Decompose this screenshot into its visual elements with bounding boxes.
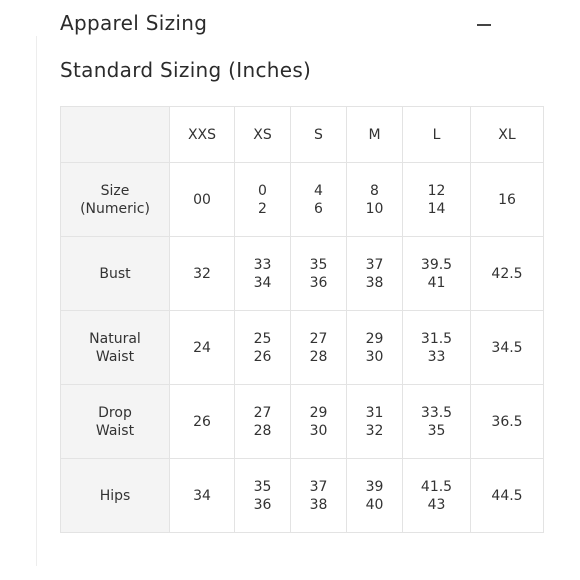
cell-bust-s [291, 237, 347, 311]
cell-hips-xxs [170, 459, 235, 533]
cell-natural-waist-m [347, 311, 403, 385]
size-chart-table [60, 106, 544, 533]
cell-value: 34 [253, 274, 272, 291]
column-header-xxs: XXS [170, 107, 235, 163]
row-label-line: Size [100, 182, 130, 199]
cell-drop-waist-m [347, 385, 403, 459]
column-header-m: M [347, 107, 403, 163]
row-label-line: Waist [95, 348, 135, 365]
cell-value: 16 [498, 191, 516, 208]
table-corner-cell [61, 107, 170, 163]
cell-value: 31 [365, 404, 384, 421]
row-label-line: Drop [98, 404, 132, 421]
cell-natural-waist-s [291, 311, 347, 385]
table-body [61, 163, 544, 533]
cell-value: 44.5 [491, 487, 523, 504]
cell-size-numeric-l [403, 163, 471, 237]
cell-natural-waist-xl [471, 311, 544, 385]
cell-size-numeric-xs [235, 163, 291, 237]
cell-bust-xs [235, 237, 291, 311]
cell-value: 33 [253, 256, 272, 273]
cell-value: 14 [427, 200, 446, 217]
accordion-title: Apparel Sizing [60, 11, 208, 35]
cell-drop-waist-l [403, 385, 471, 459]
cell-size-numeric-s [291, 163, 347, 237]
cell-value: 39 [365, 478, 384, 495]
cell-natural-waist-l [403, 311, 471, 385]
cell-value: 33.5 [420, 404, 453, 421]
cell-value: 32 [365, 422, 384, 439]
cell-hips-l [403, 459, 471, 533]
cell-value: 36 [309, 274, 328, 291]
cell-size-numeric-xl [471, 163, 544, 237]
section-title: Standard Sizing (Inches) [60, 58, 312, 82]
row-label-line: Natural [89, 330, 141, 347]
cell-value: 33 [427, 348, 446, 365]
accordion-header-apparel-sizing[interactable] [60, 8, 500, 38]
cell-value: 41.5 [420, 478, 453, 495]
cell-value: 38 [309, 496, 328, 513]
cell-value: 36.5 [491, 413, 523, 430]
cell-size-numeric-m [347, 163, 403, 237]
row-label-hips [61, 459, 170, 533]
cell-value: 34.5 [491, 339, 523, 356]
table-row-drop-waist [61, 385, 544, 459]
cell-bust-xxs [170, 237, 235, 311]
cell-value: 35 [309, 256, 328, 273]
cell-value: 41 [427, 274, 446, 291]
cell-value: 31.5 [420, 330, 453, 347]
cell-size-numeric-xxs [170, 163, 235, 237]
cell-drop-waist-xl [471, 385, 544, 459]
cell-hips-m [347, 459, 403, 533]
divider [36, 36, 37, 566]
cell-bust-l [403, 237, 471, 311]
cell-value: 40 [365, 496, 384, 513]
row-label-line: Hips [99, 487, 131, 504]
cell-value: 2 [258, 200, 267, 217]
cell-value: 30 [309, 422, 328, 439]
cell-value: 36 [253, 496, 272, 513]
row-label-bust [61, 237, 170, 311]
minus-icon[interactable] [476, 15, 492, 31]
row-label-drop-waist [61, 385, 170, 459]
table-row-size-numeric [61, 163, 544, 237]
column-header-s: S [291, 107, 347, 163]
cell-value: 6 [314, 200, 323, 217]
cell-value: 35 [427, 422, 446, 439]
cell-value: 32 [193, 265, 211, 282]
cell-value: 28 [253, 422, 272, 439]
column-header-l: L [403, 107, 471, 163]
cell-bust-xl [471, 237, 544, 311]
cell-hips-xs [235, 459, 291, 533]
cell-value: 8 [370, 182, 379, 199]
column-header-xs: XS [235, 107, 291, 163]
row-label-line: Bust [99, 265, 131, 282]
table-header-row [61, 107, 544, 163]
table-row-natural-waist [61, 311, 544, 385]
row-label-line: Waist [95, 422, 135, 439]
table-row-bust [61, 237, 544, 311]
cell-value: 37 [365, 256, 384, 273]
cell-value: 29 [365, 330, 384, 347]
cell-value: 42.5 [491, 265, 523, 282]
cell-value: 10 [365, 200, 384, 217]
cell-drop-waist-xs [235, 385, 291, 459]
cell-value: 26 [253, 348, 272, 365]
cell-value: 4 [314, 182, 323, 199]
cell-natural-waist-xxs [170, 311, 235, 385]
cell-value: 00 [193, 191, 211, 208]
cell-value: 39.5 [420, 256, 453, 273]
cell-value: 37 [309, 478, 328, 495]
cell-value: 27 [253, 404, 272, 421]
cell-value: 35 [253, 478, 272, 495]
cell-value: 30 [365, 348, 384, 365]
row-label-line: (Numeric) [80, 200, 150, 217]
cell-value: 0 [258, 182, 267, 199]
cell-value: 26 [193, 413, 211, 430]
cell-drop-waist-s [291, 385, 347, 459]
cell-natural-waist-xs [235, 311, 291, 385]
cell-value: 25 [253, 330, 272, 347]
cell-drop-waist-xxs [170, 385, 235, 459]
cell-value: 24 [193, 339, 211, 356]
cell-value: 43 [427, 496, 446, 513]
cell-value: 38 [365, 274, 384, 291]
table-row-hips [61, 459, 544, 533]
cell-value: 29 [309, 404, 328, 421]
cell-value: 12 [427, 182, 446, 199]
cell-hips-xl [471, 459, 544, 533]
column-header-xl: XL [471, 107, 544, 163]
row-label-size-numeric [61, 163, 170, 237]
cell-hips-s [291, 459, 347, 533]
cell-value: 34 [193, 487, 211, 504]
cell-bust-m [347, 237, 403, 311]
cell-value: 27 [309, 330, 328, 347]
cell-value: 28 [309, 348, 328, 365]
row-label-natural-waist [61, 311, 170, 385]
